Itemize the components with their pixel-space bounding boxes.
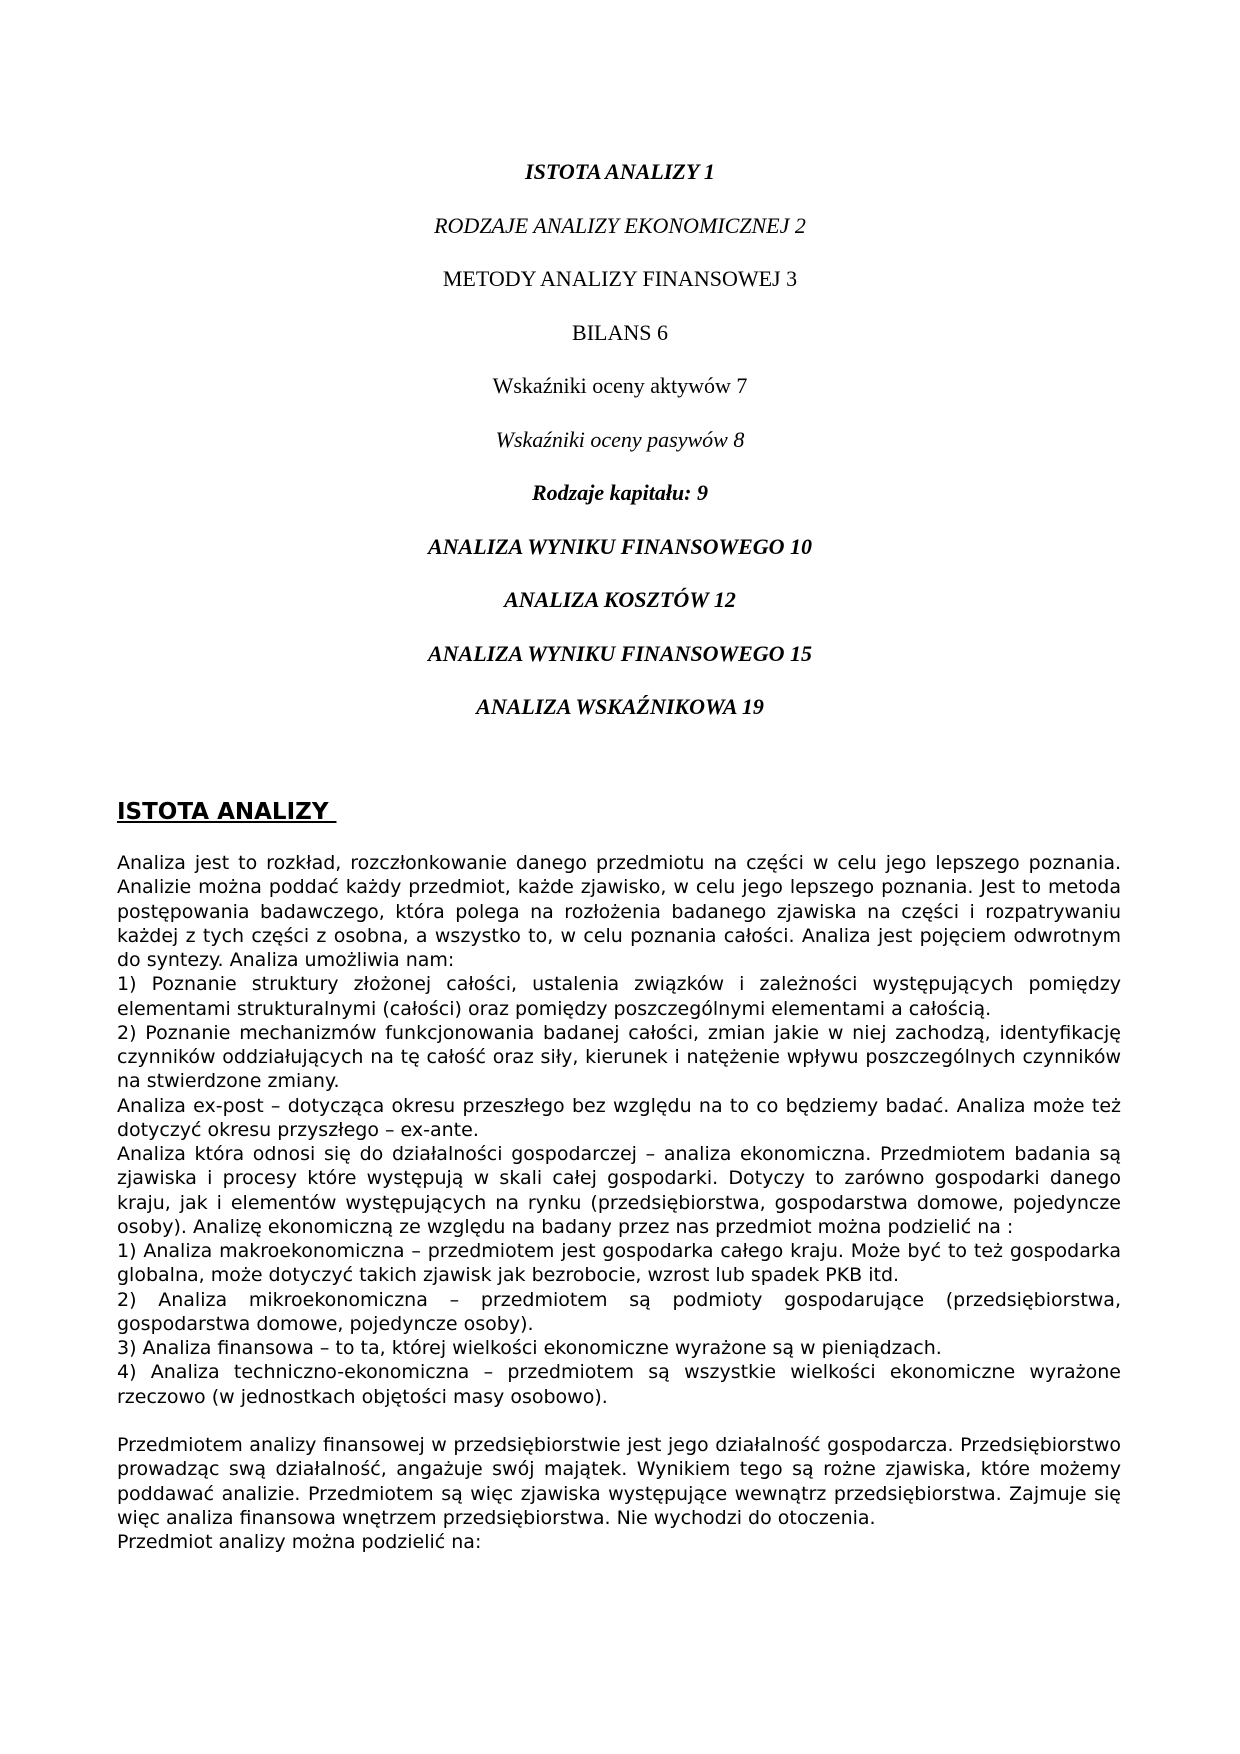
paragraph: 1) Analiza makroekonomiczna – przedmiotem jest gospodarka całego kraju. Może być to też gospodarka globalna, może dotyczyć takich zjawisk jak bezrobocie, wzrost lub spadek PKB itd. [117, 1240, 1121, 1287]
paragraph-gap [117, 1409, 1121, 1433]
toc-entry-wskazniki-pasywow[interactable]: Wskaźniki oceny pasywów 8 [495, 426, 745, 452]
paragraph: Analiza ex-post – dotycząca okresu przeszłego bez względu na to co będziemy badać. Analiza może też dotyczyć okresu przyszłego – ex-ante. [117, 1094, 1121, 1141]
paragraph: Analiza jest to rozkład, rozczłonkowanie danego przedmiotu na części w celu jego lepszego poznania. Analizie można poddać każdy przedmiot, każde zjawisko, w celu jego lepszego poznania. Jest to metoda postępowania badawczego, która polega na rozłożenia badanego zjawiska na części i rozpatrywaniu każdej z tych części z osobna, a wszystko to, w celu poznania całości. Analiza jest pojęciem odwrotnym do syntezy. Analiza umożliwia nam: [117, 852, 1121, 971]
paragraph: Przedmiotem analizy finansowej w przedsiębiorstwie jest jego działalność gospodarcza. Przedsiębiorstwo prowadząc swą działalność, angażuje swój majątek. Wynikiem tego są rożne zjawiska, które możemy poddawać analizie. Przedmiotem są więc zjawiska występujące wewnątrz przedsiębiorstwa. Zajmuje się więc analiza finansowa wnętrzem przedsiębiorstwa. Nie wychodzi do otoczenia. [117, 1434, 1121, 1529]
paragraph: 2) Poznanie mechanizmów funkcjonowania badanej całości, zmian jakie w niej zachodzą, identyfikację czynników oddziałujących na tę całość oraz siły, kierunek i natężenie wpływu poszczególnych czynników na stwierdzone zmiany. [117, 1021, 1121, 1093]
paragraph: 1) Poznanie struktury złożonej całości, ustalenia związków i zależności występujących pomiędzy elementami strukturalnymi (całości) oraz pomiędzy poszczególnymi elementami a całością. [117, 973, 1121, 1020]
toc-entry-rodzaje-analizy[interactable]: RODZAJE ANALIZY EKONOMICZNEJ 2 [434, 212, 806, 238]
section-heading: ISTOTA ANALIZY [117, 799, 337, 825]
paragraph: 2) Analiza mikroekonomiczna – przedmiotem są podmioty gospodarujące (przedsiębiorstwa, gospodarstwa domowe, pojedyncze osoby). [117, 1288, 1121, 1335]
toc-entry-istota-analizy[interactable]: ISTOTA ANALIZY 1 [525, 159, 715, 184]
paragraph: Analiza która odnosi się do działalności gospodarczej – analiza ekonomiczna. Przedmiotem badania są zjawiska i procesy które występują w skali całej gospodarki. Dotyczy to zarówno gospodarki danego kraju, jak i elementów występujących na rynku (przedsiębiorstwa, gospodarstwa domowe, pojedyncze osoby). Analizę ekonomiczną ze względu na badany przez nas przedmiot można podzielić na : [117, 1143, 1121, 1238]
toc-entry-analiza-wyniku-1[interactable]: ANALIZA WYNIKU FINANSOWEGO 10 [427, 533, 813, 559]
toc-entry-rodzaje-kapitalu[interactable]: Rodzaje kapitału: 9 [531, 480, 708, 505]
paragraph: 3) Analiza finansowa – to ta, której wielkości ekonomiczne wyrażone są w pieniądzach. [117, 1337, 942, 1359]
toc-entry-analiza-wyniku-2[interactable]: ANALIZA WYNIKU FINANSOWEGO 15 [427, 640, 813, 666]
toc-entry-analiza-kosztow[interactable]: ANALIZA KOSZTÓW 12 [504, 587, 736, 612]
toc-entry-bilans[interactable]: BILANS 6 [572, 319, 668, 345]
toc-entry-wskazniki-aktywow[interactable]: Wskaźniki oceny aktywów 7 [492, 373, 748, 398]
paragraph: 4) Analiza techniczno-ekonomiczna – przedmiotem są wszystkie wielkości ekonomiczne wyrażone rzeczowo (w jednostkach objętości masy osobowo). [117, 1361, 1121, 1408]
paragraph: Przedmiot analizy można podzielić na: [117, 1531, 482, 1553]
toc-entry-analiza-wskaznikowa[interactable]: ANALIZA WSKAŹNIKOWA 19 [476, 694, 764, 719]
toc-entry-metody-analizy[interactable]: METODY ANALIZY FINANSOWEJ 3 [442, 266, 798, 291]
section-body [117, 851, 1121, 1554]
